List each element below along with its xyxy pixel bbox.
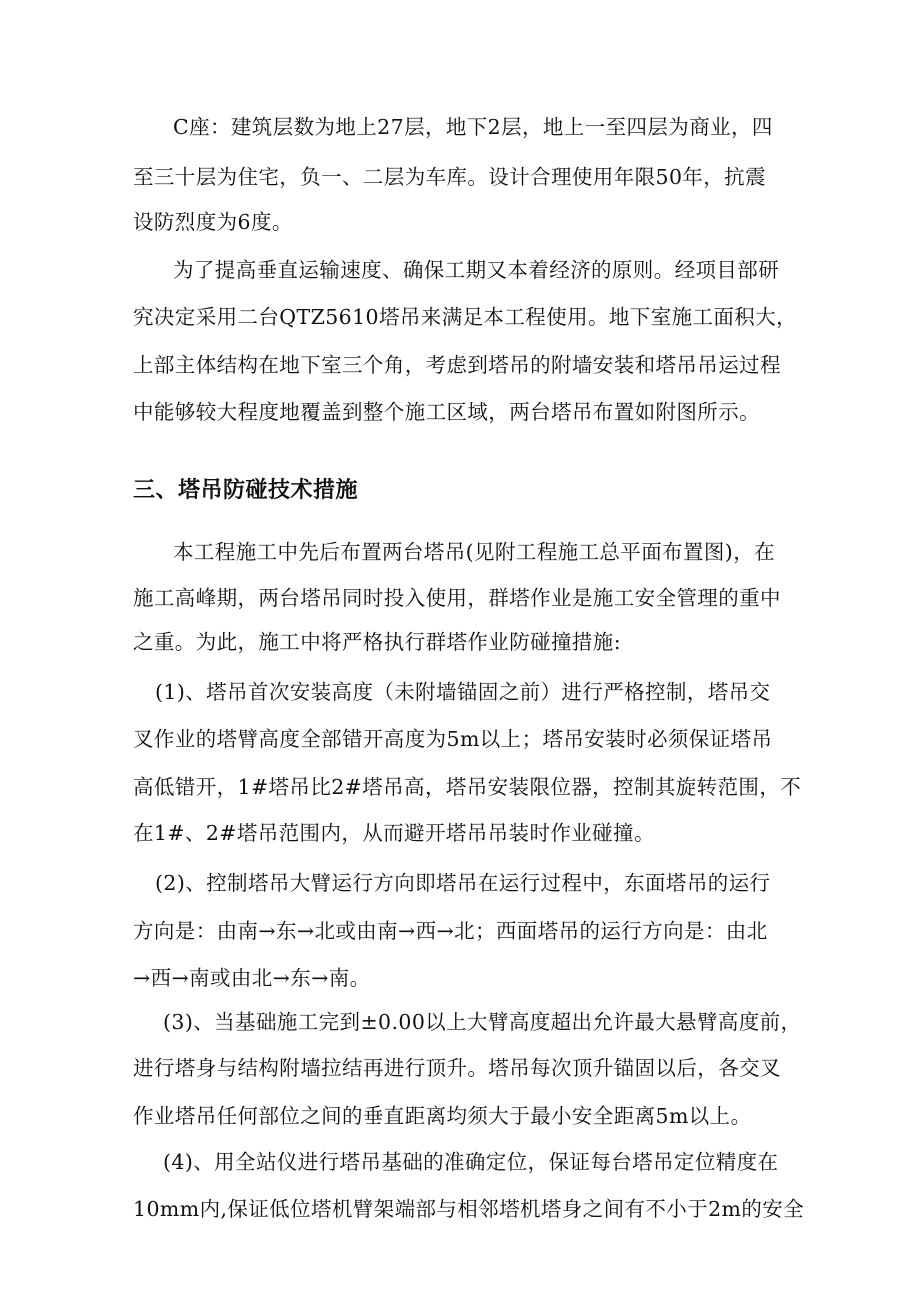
paragraph-c-block-line-1: C座：建筑层数为地上27层，地下2层，地上一至四层为商业，四 — [173, 115, 773, 139]
item-3-line-1: (3)、当基础施工完到±0.00以上大臂高度超出允许最大悬臂高度前， — [163, 1010, 802, 1034]
paragraph-crane-choice-line-3: 上部主体结构在地下室三个角，考虑到塔吊的附墙安装和塔吊吊运过程 — [133, 353, 781, 377]
paragraph-intro-line-2: 施工高峰期，两台塔吊同时投入使用，群塔作业是施工安全管理的重中 — [133, 586, 781, 610]
item-2-line-3: →西→南或由北→东→南。 — [133, 966, 371, 990]
paragraph-intro-line-1: 本工程施工中先后布置两台塔吊(见附工程施工总平面布置图)，在 — [173, 540, 775, 564]
item-4-line-2: 10mm内,保证低位塔机臂架端部与相邻塔机塔身之间有不小于2m的安全 — [133, 1197, 805, 1221]
section-heading: 三、塔吊防碰技术措施 — [133, 478, 359, 503]
item-1-line-1: (1)、塔吊首次安装高度（未附墙锚固之前）进行严格控制，塔吊交 — [155, 680, 771, 704]
item-2-line-1: (2)、控制塔吊大臂运行方向即塔吊在运行过程中，东面塔吊的运行 — [155, 871, 771, 895]
item-1-line-4: 在1#、2#塔吊范围内，从而避开塔吊吊装时作业碰撞。 — [133, 821, 655, 845]
paragraph-crane-choice-line-2: 究决定采用二台QTZ5610塔吊来满足本工程使用。地下室施工面积大， — [133, 305, 797, 329]
paragraph-c-block-line-3: 设防烈度为6度。 — [133, 210, 293, 234]
paragraph-c-block-line-2: 至三十层为住宅，负一、二层为车库。设计合理使用年限50年，抗震 — [133, 165, 766, 189]
item-1-line-3: 高低错开，1#塔吊比2#塔吊高，塔吊安装限位器，控制其旋转范围，不 — [133, 775, 802, 799]
item-3-line-3: 作业塔吊任何部位之间的垂直距离均须大于最小安全距离5m以上。 — [133, 1104, 752, 1128]
item-1-line-2: 叉作业的塔臂高度全部错开高度为5m以上；塔吊安装时必须保证塔吊 — [133, 727, 773, 751]
item-3-line-2: 进行塔身与结构附墙拉结再进行顶升。塔吊每次顶升锚固以后，各交叉 — [133, 1056, 781, 1080]
paragraph-crane-choice-line-1: 为了提高垂直运输速度、确保工期又本着经济的原则。经项目部研 — [173, 258, 780, 282]
item-2-line-2: 方向是：由南→东→北或由南→西→北；西面塔吊的运行方向是：由北 — [133, 919, 768, 943]
item-4-line-1: (4)、用全站仪进行塔吊基础的准确定位，保证每台塔吊定位精度在 — [163, 1150, 779, 1174]
paragraph-crane-choice-line-4: 中能够较大程度地覆盖到整个施工区域，两台塔吊布置如附图所示。 — [133, 400, 760, 424]
paragraph-intro-line-3: 之重。为此，施工中将严格执行群塔作业防碰撞措施: — [133, 630, 622, 654]
